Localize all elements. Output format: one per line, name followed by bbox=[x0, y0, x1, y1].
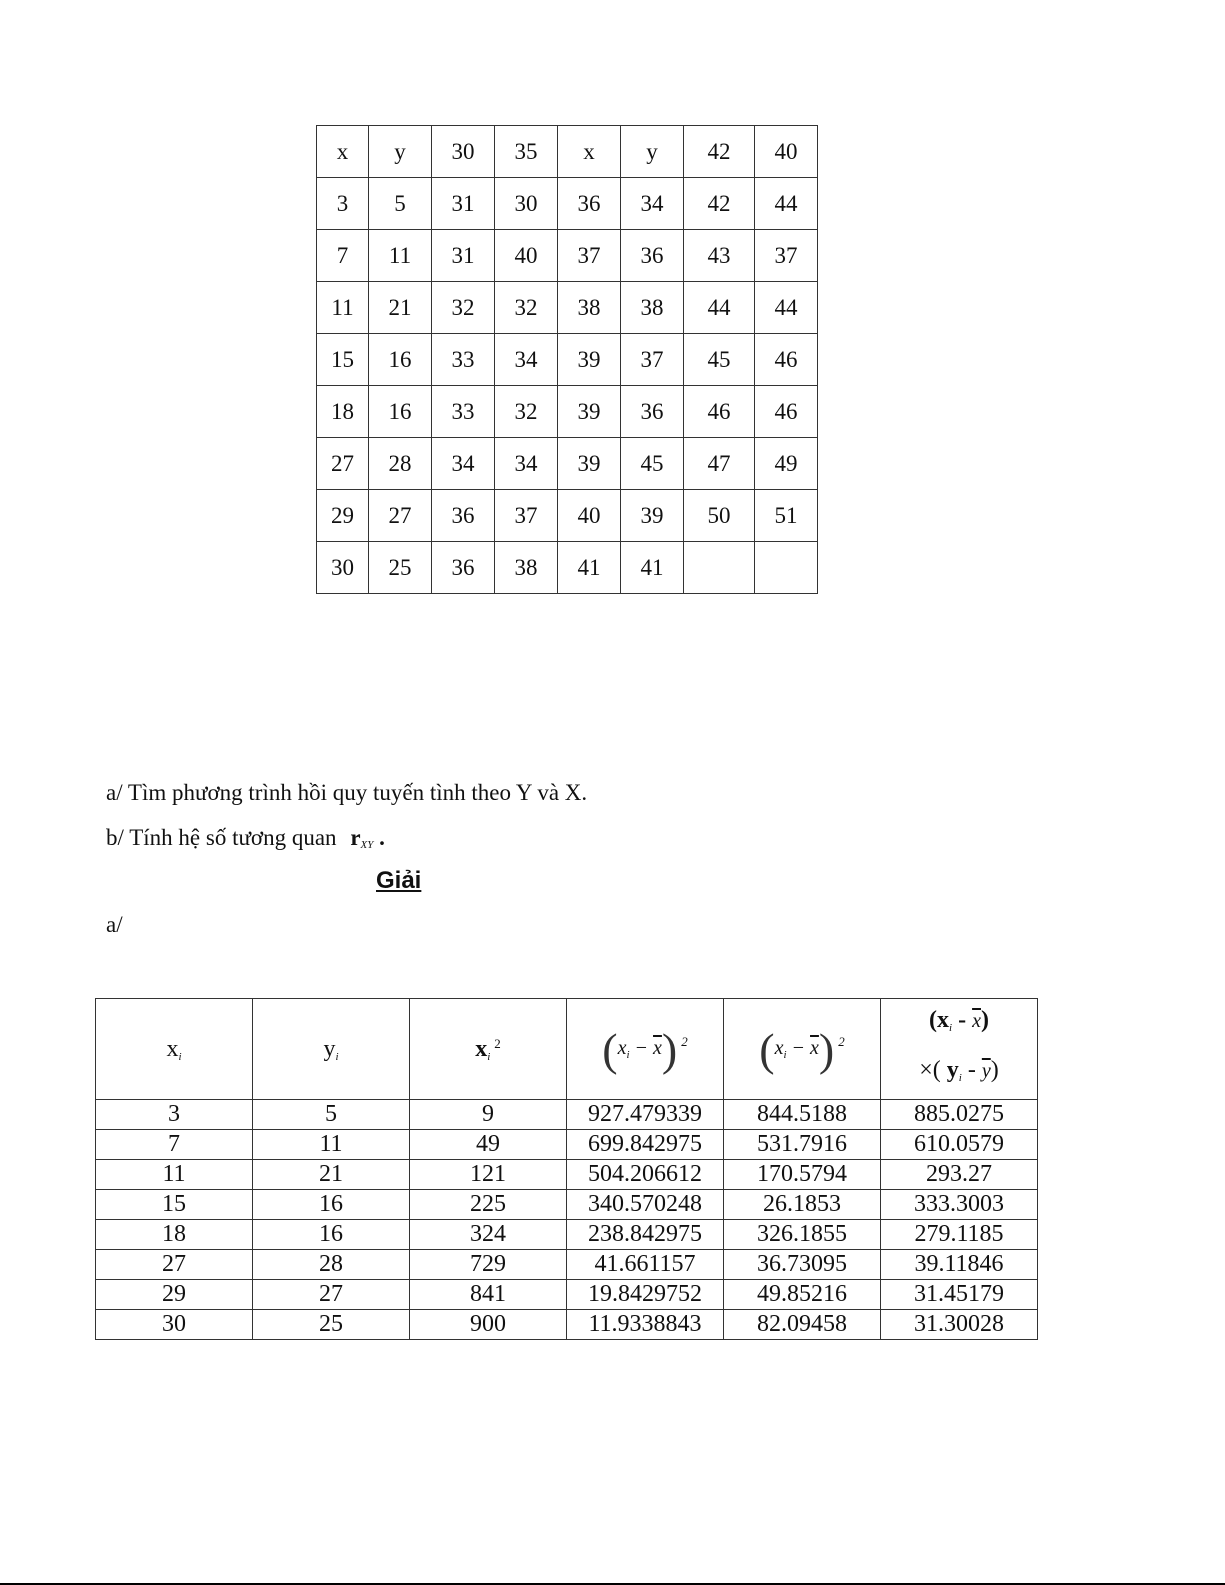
results-table-cell: 504.206612 bbox=[567, 1160, 724, 1190]
data-table-cell: 45 bbox=[621, 438, 684, 490]
data-table-cell: 38 bbox=[495, 542, 558, 594]
data-table-cell: 46 bbox=[684, 386, 755, 438]
results-table-cell: 49 bbox=[410, 1130, 567, 1160]
data-table-cell bbox=[684, 542, 755, 594]
data-table-cell: 36 bbox=[558, 178, 621, 230]
data-table-cell: 39 bbox=[621, 490, 684, 542]
results-table-row bbox=[96, 1310, 1038, 1340]
results-table-cell: 16 bbox=[253, 1220, 410, 1250]
data-table-cell: 34 bbox=[495, 334, 558, 386]
results-table-body bbox=[96, 1100, 1038, 1340]
data-table-cell: 39 bbox=[558, 438, 621, 490]
results-table-cell: 531.7916 bbox=[724, 1130, 881, 1160]
results-table-cell: 225 bbox=[410, 1190, 567, 1220]
solution-heading: Giải bbox=[376, 867, 422, 894]
data-table-cell: 39 bbox=[558, 386, 621, 438]
data-table-cell: 40 bbox=[755, 126, 818, 178]
data-table-row bbox=[317, 542, 818, 594]
data-table-cell: 42 bbox=[684, 126, 755, 178]
data-table-cell: 46 bbox=[755, 334, 818, 386]
question-b bbox=[106, 825, 385, 851]
data-table-cell: 36 bbox=[621, 386, 684, 438]
data-table-cell: 38 bbox=[621, 282, 684, 334]
data-table-row bbox=[317, 178, 818, 230]
data-table-cell: 30 bbox=[495, 178, 558, 230]
data-table-cell: 31 bbox=[432, 178, 495, 230]
data-table-cell: 11 bbox=[369, 230, 432, 282]
question-b-text: b/ Tính hệ số tương quan bbox=[106, 825, 337, 850]
data-table-cell: 41 bbox=[558, 542, 621, 594]
results-table-row bbox=[96, 1280, 1038, 1310]
data-table-cell: 42 bbox=[684, 178, 755, 230]
results-table-row bbox=[96, 1220, 1038, 1250]
data-table-row bbox=[317, 126, 818, 178]
header-yi: yi bbox=[253, 999, 410, 1100]
results-table-row bbox=[96, 1250, 1038, 1280]
data-table-cell: 49 bbox=[755, 438, 818, 490]
results-table-cell: 333.3003 bbox=[881, 1190, 1038, 1220]
data-table-cell: 40 bbox=[558, 490, 621, 542]
data-table-cell: 34 bbox=[621, 178, 684, 230]
results-table-cell: 885.0275 bbox=[881, 1100, 1038, 1130]
results-table-cell: 121 bbox=[410, 1160, 567, 1190]
results-table-cell: 326.1855 bbox=[724, 1220, 881, 1250]
data-table-cell: 47 bbox=[684, 438, 755, 490]
results-table-cell: 27 bbox=[96, 1250, 253, 1280]
results-table-cell: 39.11846 bbox=[881, 1250, 1038, 1280]
results-table-cell: 15 bbox=[96, 1190, 253, 1220]
data-table-cell: 30 bbox=[432, 126, 495, 178]
results-table-cell: 293.27 bbox=[881, 1160, 1038, 1190]
data-table-cell: 32 bbox=[432, 282, 495, 334]
results-table-cell: 49.85216 bbox=[724, 1280, 881, 1310]
results-table bbox=[95, 998, 1038, 1340]
question-b-end: . bbox=[379, 825, 385, 850]
results-table-cell: 29 bbox=[96, 1280, 253, 1310]
results-table-cell: 238.842975 bbox=[567, 1220, 724, 1250]
results-table-cell: 699.842975 bbox=[567, 1130, 724, 1160]
results-table-cell: 16 bbox=[253, 1190, 410, 1220]
data-table-cell: 35 bbox=[495, 126, 558, 178]
results-table-cell: 729 bbox=[410, 1250, 567, 1280]
data-table-cell: 45 bbox=[684, 334, 755, 386]
cross-product-line-1: $(xi - \overline{x})$ bbox=[929, 1007, 989, 1034]
part-a-label: a/ bbox=[106, 912, 123, 937]
data-table-cell: 30 bbox=[317, 542, 369, 594]
data-table-row bbox=[317, 490, 818, 542]
question-a: a/ Tìm phương trình hồi quy tuyến tình theo Y và X. bbox=[106, 780, 588, 805]
results-table-cell: 170.5794 bbox=[724, 1160, 881, 1190]
header-y-deviation-squared: $(x_i - \overline{x})$ $^2$ bbox=[724, 999, 881, 1100]
results-table-cell: 25 bbox=[253, 1310, 410, 1340]
data-table-cell: 15 bbox=[317, 334, 369, 386]
data-table-cell: 21 bbox=[369, 282, 432, 334]
results-table-cell: 841 bbox=[410, 1280, 567, 1310]
results-table-cell: 31.30028 bbox=[881, 1310, 1038, 1340]
data-table-cell: 16 bbox=[369, 334, 432, 386]
data-table-cell: 28 bbox=[369, 438, 432, 490]
data-table-cell: 36 bbox=[432, 490, 495, 542]
data-table-cell: 34 bbox=[432, 438, 495, 490]
correlation-subscript: XY bbox=[360, 839, 374, 851]
data-table-cell: 46 bbox=[755, 386, 818, 438]
data-table-body bbox=[317, 126, 818, 594]
data-table-cell: 5 bbox=[369, 178, 432, 230]
data-table-cell: 43 bbox=[684, 230, 755, 282]
data-table-cell: 31 bbox=[432, 230, 495, 282]
data-table bbox=[316, 125, 818, 594]
data-table-cell: 36 bbox=[432, 542, 495, 594]
results-table-row bbox=[96, 1190, 1038, 1220]
data-table-cell: 37 bbox=[621, 334, 684, 386]
results-table-cell: 18 bbox=[96, 1220, 253, 1250]
data-table-cell: x bbox=[317, 126, 369, 178]
results-table-cell: 31.45179 bbox=[881, 1280, 1038, 1310]
results-table-cell: 11.9338843 bbox=[567, 1310, 724, 1340]
data-table-cell: 3 bbox=[317, 178, 369, 230]
results-table-row bbox=[96, 1160, 1038, 1190]
header-cross-product bbox=[881, 999, 1038, 1100]
data-table-cell: 29 bbox=[317, 490, 369, 542]
results-table-cell: 9 bbox=[410, 1100, 567, 1130]
data-table-row bbox=[317, 230, 818, 282]
results-table-row bbox=[96, 1100, 1038, 1130]
results-table-cell: 900 bbox=[410, 1310, 567, 1340]
header-xi-squared: $xi^2$ bbox=[410, 999, 567, 1100]
results-table-cell: 11 bbox=[96, 1160, 253, 1190]
results-table-cell: 19.8429752 bbox=[567, 1280, 724, 1310]
data-table-cell: 32 bbox=[495, 282, 558, 334]
results-table-cell: 324 bbox=[410, 1220, 567, 1250]
results-table-cell: 41.661157 bbox=[567, 1250, 724, 1280]
results-table-cell: 11 bbox=[253, 1130, 410, 1160]
data-table-cell: 44 bbox=[755, 178, 818, 230]
results-table-cell: 30 bbox=[96, 1310, 253, 1340]
results-table-cell: 3 bbox=[96, 1100, 253, 1130]
results-table-cell: 28 bbox=[253, 1250, 410, 1280]
data-table-cell: 44 bbox=[684, 282, 755, 334]
data-table-row bbox=[317, 438, 818, 490]
results-table-cell: 26.1853 bbox=[724, 1190, 881, 1220]
data-table-cell: 7 bbox=[317, 230, 369, 282]
data-table-cell: 18 bbox=[317, 386, 369, 438]
data-table-cell: 33 bbox=[432, 386, 495, 438]
data-table-cell: 25 bbox=[369, 542, 432, 594]
data-table-cell: 44 bbox=[755, 282, 818, 334]
data-table-cell: 16 bbox=[369, 386, 432, 438]
data-table-cell: 27 bbox=[317, 438, 369, 490]
results-table-cell: 610.0579 bbox=[881, 1130, 1038, 1160]
results-table-cell: 7 bbox=[96, 1130, 253, 1160]
results-table-cell: 279.1185 bbox=[881, 1220, 1038, 1250]
data-table-cell: 36 bbox=[621, 230, 684, 282]
results-table-cell: 82.09458 bbox=[724, 1310, 881, 1340]
data-table-cell: 34 bbox=[495, 438, 558, 490]
data-table-cell: 11 bbox=[317, 282, 369, 334]
data-table-cell: 37 bbox=[755, 230, 818, 282]
results-table-row bbox=[96, 1130, 1038, 1160]
cross-product-line-2: ×( yi - $\overline{y}$) bbox=[919, 1057, 999, 1084]
data-table-cell: 41 bbox=[621, 542, 684, 594]
results-table-cell: 844.5188 bbox=[724, 1100, 881, 1130]
results-table-cell: 21 bbox=[253, 1160, 410, 1190]
data-table-row bbox=[317, 386, 818, 438]
results-table-cell: 340.570248 bbox=[567, 1190, 724, 1220]
data-table-cell: 32 bbox=[495, 386, 558, 438]
data-table-cell: y bbox=[621, 126, 684, 178]
data-table-cell: 39 bbox=[558, 334, 621, 386]
data-table-cell: 27 bbox=[369, 490, 432, 542]
header-xi: xi bbox=[96, 999, 253, 1100]
data-table-cell: 40 bbox=[495, 230, 558, 282]
header-x-deviation-squared: $(x_i - \overline{x})$ $^2$ bbox=[567, 999, 724, 1100]
results-header-row bbox=[96, 999, 1038, 1100]
data-table-cell: 37 bbox=[558, 230, 621, 282]
data-table-cell: y bbox=[369, 126, 432, 178]
results-table-cell: 927.479339 bbox=[567, 1100, 724, 1130]
data-table-cell: 33 bbox=[432, 334, 495, 386]
data-table-cell: x bbox=[558, 126, 621, 178]
results-table-cell: 5 bbox=[253, 1100, 410, 1130]
data-table-row bbox=[317, 334, 818, 386]
data-table-cell: 50 bbox=[684, 490, 755, 542]
data-table-cell: 38 bbox=[558, 282, 621, 334]
data-table-row bbox=[317, 282, 818, 334]
results-table-cell: 36.73095 bbox=[724, 1250, 881, 1280]
data-table-cell: 51 bbox=[755, 490, 818, 542]
data-table-cell: 37 bbox=[495, 490, 558, 542]
data-table-cell bbox=[755, 542, 818, 594]
correlation-symbol: r bbox=[350, 825, 361, 850]
results-table-cell: 27 bbox=[253, 1280, 410, 1310]
